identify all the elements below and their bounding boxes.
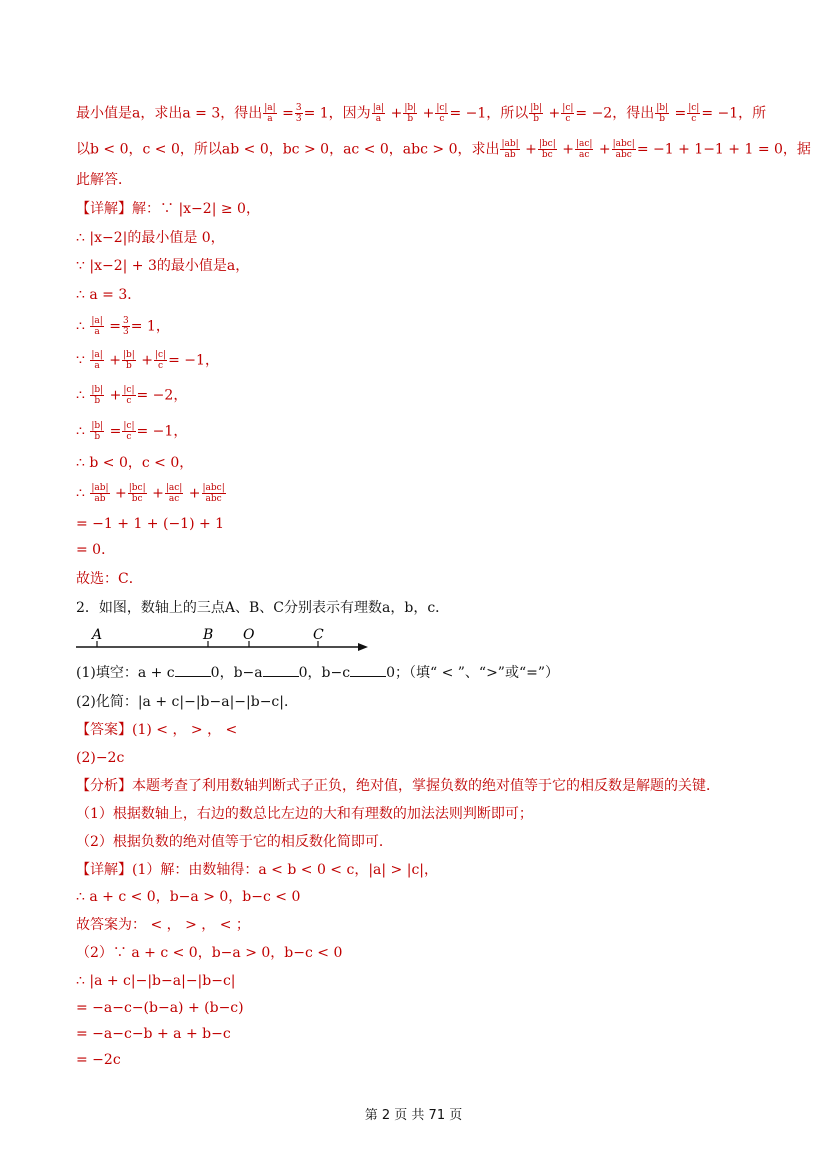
analysis: 【分析】本题考查了利用数轴判断式子正负，绝对值，掌握负数的绝对值等于它的相反数是解题的关键． xyxy=(76,778,720,794)
detail-7: = −a−c−b + a + b−c xyxy=(76,1026,231,1042)
intro-line-1: 最小值是a，求出a = 3，得出 $\frac{|a|}{a}$ = $\frac{3}{3}$ = 1，因为 $\frac{|a|}{a}$ + $\frac{|b|}{b}$ + $\frac{|c|}{c}$ = −1，所以 $\frac{|b|}{b}$ + $\frac{|c|}{c}$ = −2，得出 $\frac{|b|}{b}$ = $\frac{|c|}{c}$ = −1，所 xyxy=(76,103,767,124)
detail-1: 【详解】(1）解：由数轴得：a < b < 0 < c，|a| > |c|， xyxy=(76,862,439,878)
answer-1: 【答案】(1) < ， > ， < xyxy=(76,722,238,738)
question-2-part-2: (2)化简：|a + c|−|b−a|−|b−c|． xyxy=(76,694,298,710)
number-line xyxy=(0,624,827,664)
analysis-point-2: （2）根据负数的绝对值等于它的相反数化简即可． xyxy=(76,834,393,850)
step-4: ∴ a = 3． xyxy=(76,287,142,303)
intro-line-3: 此解答． xyxy=(76,172,132,188)
step-5: ∴ $\frac{|a|}{a}$ = $\frac{3}{3}$ = 1， xyxy=(76,316,170,337)
step-11: = −1 + 1 + (−1) + 1 xyxy=(76,516,225,532)
answer-blank[interactable] xyxy=(350,664,386,677)
step-10: ∴ $\frac{|ab|}{ab}$ + $\frac{|bc|}{bc}$ + $\frac{|ac|}{ac}$ + $\frac{\text{|abc|}}{\text{abc}}$ xyxy=(76,483,225,504)
step-3: ∵ |x−2| + 3的最小值是a， xyxy=(76,258,250,274)
detail-4: （2）∵ a + c < 0，b−a > 0，b−c < 0 xyxy=(76,945,343,961)
point-label-o: O xyxy=(243,627,255,643)
analysis-point-1: （1）根据数轴上，右边的数总比左边的大和有理数的加法法则判断即可； xyxy=(76,806,533,822)
point-label-a: A xyxy=(92,627,103,643)
detail-3: 故答案为： < ， > ， < ； xyxy=(76,917,250,933)
detail-2: ∴ a + c < 0，b−a > 0，b−c < 0 xyxy=(76,889,301,905)
step-12: = 0． xyxy=(76,542,116,558)
answer-blank[interactable] xyxy=(263,664,299,677)
fraction: $\frac{|a|}{a}$ xyxy=(372,103,385,124)
step-8: ∴ $\frac{|b|}{b}$ = $\frac{|c|}{c}$ = −1， xyxy=(76,421,188,442)
fraction: $\frac{|a|}{a}$ xyxy=(264,103,276,124)
point-label-b: B xyxy=(203,627,214,643)
text: 最小值是a，求出a = 3，得出 xyxy=(76,105,263,122)
question-2-part-1: (1)填空：a + c 0，b−a 0，b−c 0；（填“ < ”、“>”或“=”） xyxy=(76,665,560,681)
page-footer: 第 2 页 共 71 页 xyxy=(364,1108,463,1123)
detail-6: = −a−c−(b−a) + (b−c) xyxy=(76,1000,244,1016)
answer-blank[interactable] xyxy=(175,664,211,677)
detail-5: ∴ |a + c|−|b−a|−|b−c| xyxy=(76,973,236,989)
answer-2: (2)−2c xyxy=(76,750,125,766)
step-2: ∴ |x−2|的最小值是 0， xyxy=(76,230,225,246)
point-label-c: C xyxy=(313,627,324,643)
detail-8: = −2c xyxy=(76,1052,121,1068)
step-7: ∴ $\frac{|b|}{b}$ + $\frac{|c|}{c}$ = −2， xyxy=(76,385,188,406)
question-2-stem: 2．如图，数轴上的三点A、B、C分别表示有理数a，b，c． xyxy=(76,600,450,616)
step-9: ∴ b < 0，c < 0， xyxy=(76,455,194,471)
intro-line-2: 以b < 0，c < 0，所以ab < 0，bc > 0，ac < 0，abc > 0，求出 $\frac{|ab|}{ab}$ + $\frac{|bc|}{bc}$ + $\frac{|ac|}{ac}$ + $\frac{\text{|abc|}}{\text{abc}}$ = −1 + 1−1 + 1 = 0，据 xyxy=(76,139,811,160)
step-6: ∵ $\frac{|a|}{a}$ + $\frac{|b|}{b}$ + $\frac{|c|}{c}$ = −1， xyxy=(76,350,219,371)
step-13: 故选：C． xyxy=(76,571,143,587)
step-1: 【详解】解：∵ |x−2| ≥ 0， xyxy=(76,201,260,217)
fraction: $\frac{3}{3}$ xyxy=(295,103,302,124)
